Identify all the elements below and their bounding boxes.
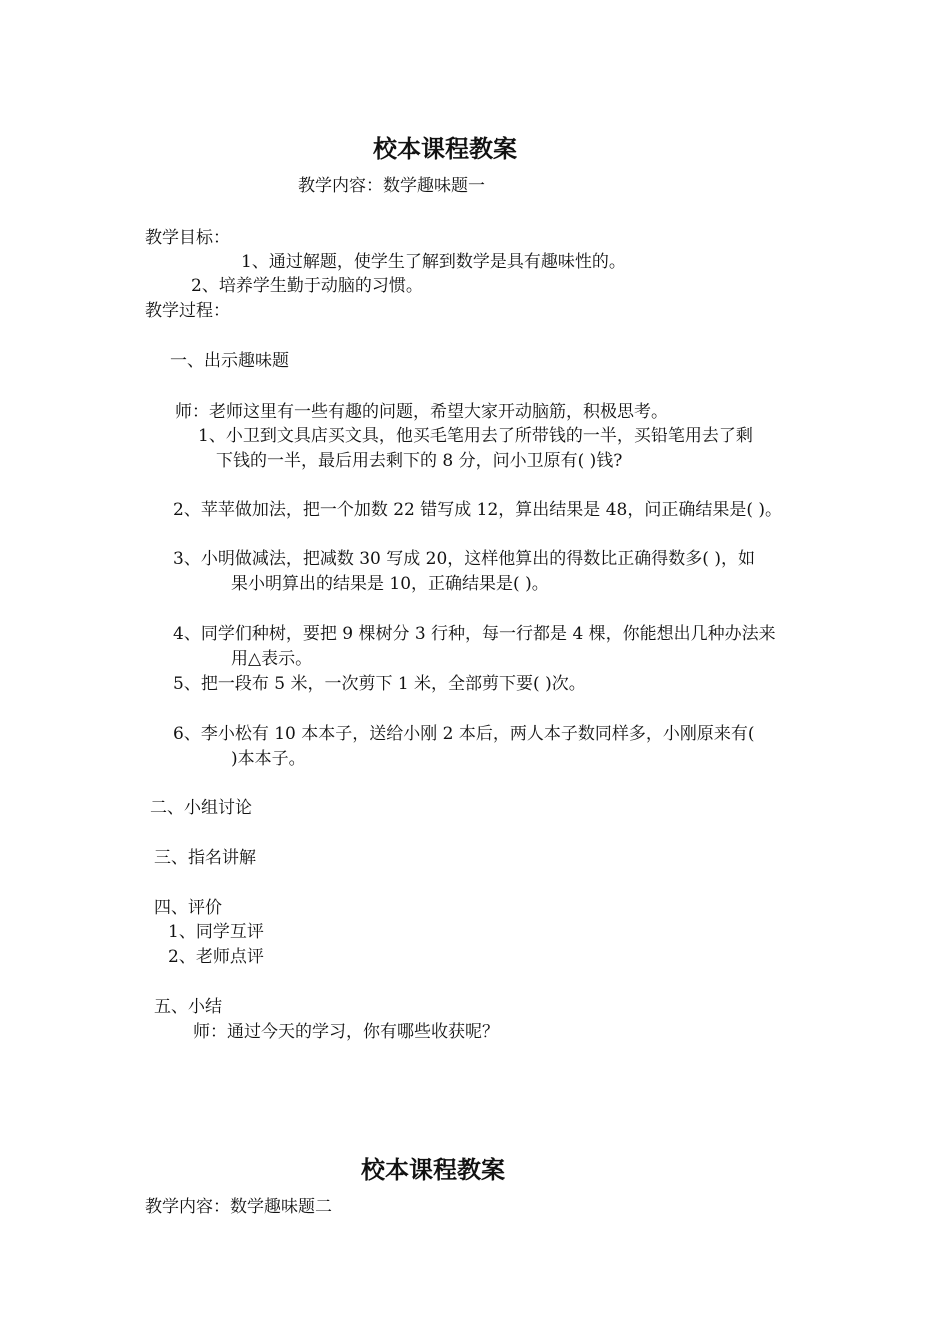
- section-1-heading: 一、出示趣味题: [170, 351, 289, 371]
- question-3-line-1: 3、小明做减法，把减数 30 写成 20，这样他算出的得数比正确得数多( )，如: [173, 549, 755, 569]
- section-3-heading: 三、指名讲解: [154, 848, 256, 868]
- lesson-plan-title-1: 校本课程教案: [373, 134, 517, 163]
- question-2: 2、苹苹做加法，把一个加数 22 错写成 12，算出结果是 48，问正确结果是( )。: [173, 500, 782, 520]
- question-5: 5、把一段布 5 米，一次剪下 1 米，全部剪下要( )次。: [173, 674, 586, 694]
- summary-text: 师：通过今天的学习，你有哪些收获呢？: [193, 1022, 499, 1042]
- question-1-line-2: 下钱的一半，最后用去剩下的 8 分，问小卫原有( )钱?: [216, 451, 623, 471]
- goal-2: 2、培养学生勤于动脑的习惯。: [191, 276, 423, 296]
- section-5-heading: 五、小结: [154, 997, 222, 1017]
- question-6-line-1: 6、李小松有 10 本本子，送给小刚 2 本后，两人本子数同样多，小刚原来有(: [173, 724, 755, 744]
- section-2-heading: 二、小组讨论: [150, 798, 252, 818]
- goals-heading: 教学目标：: [145, 228, 230, 248]
- process-heading: 教学过程：: [145, 301, 230, 321]
- question-6-line-2: )本本子。: [231, 749, 306, 769]
- question-4-line-2: 用△表示。: [231, 649, 313, 669]
- section-4-heading: 四、评价: [154, 898, 222, 918]
- question-4-line-1: 4、同学们种树，要把 9 棵树分 3 行种，每一行都是 4 棵，你能想出几种办法来: [173, 624, 776, 644]
- lesson-plan-title-2: 校本课程教案: [361, 1155, 505, 1184]
- question-1-line-1: 1、小卫到文具店买文具，他买毛笔用去了所带钱的一半，买铅笔用去了剩: [198, 426, 753, 446]
- lesson-content-1: 教学内容：数学趣味题一: [298, 176, 485, 196]
- teacher-intro: 师：老师这里有一些有趣的问题，希望大家开动脑筋，积极思考。: [175, 402, 668, 422]
- lesson-content-2: 教学内容：数学趣味题二: [145, 1197, 332, 1217]
- evaluation-2: 2、老师点评: [168, 947, 264, 967]
- goal-1: 1、通过解题，使学生了解到数学是具有趣味性的。: [241, 252, 626, 272]
- evaluation-1: 1、同学互评: [168, 922, 264, 942]
- question-3-line-2: 果小明算出的结果是 10，正确结果是( )。: [231, 574, 549, 594]
